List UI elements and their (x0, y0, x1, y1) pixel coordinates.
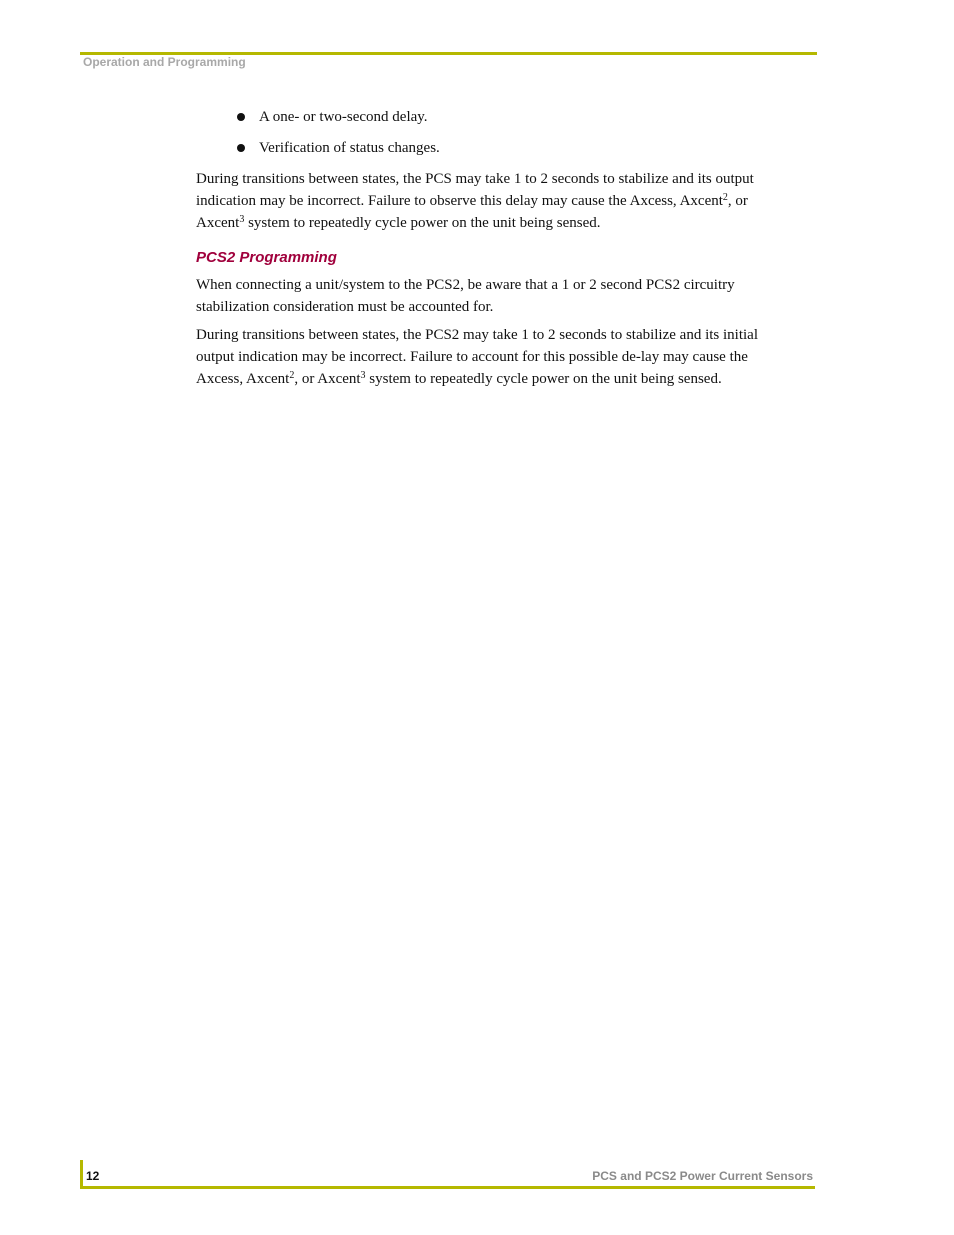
running-header: Operation and Programming (83, 55, 246, 69)
superscript: 3 (239, 214, 245, 225)
superscript: 2 (289, 370, 295, 381)
paragraph-text: , or Axcent (196, 193, 748, 231)
bullet-list (196, 106, 796, 159)
section-heading: PCS2 Programming (196, 249, 337, 266)
paragraph-pcs2-transitions (196, 324, 796, 390)
page-number: 12 (86, 1169, 100, 1183)
bullet-dot-icon (237, 144, 245, 152)
paragraph-text: system to repeatedly cycle power on the unit being sensed. (365, 371, 722, 387)
footer-rule (80, 1186, 815, 1189)
bullet-item (196, 137, 796, 159)
paragraph-text: system to repeatedly cycle power on the unit being sensed. (244, 215, 601, 231)
bullet-item (196, 106, 796, 128)
superscript: 3 (360, 370, 366, 381)
page-content (196, 106, 796, 396)
paragraph-pcs2-connecting: When connecting a unit/system to the PCS2, be aware that a 1 or 2 second PCS2 circuitry stabilization consideration must be accounted for. (196, 277, 735, 315)
bullet-text: Verification of status changes. (259, 140, 440, 156)
paragraph-pcs-transitions (196, 168, 796, 234)
bullet-dot-icon (237, 113, 245, 121)
footer-left-bar (80, 1160, 83, 1189)
superscript: 2 (722, 192, 728, 203)
paragraph-text: , or Axcent (294, 371, 361, 387)
bullet-text: A one- or two-second delay. (259, 109, 428, 125)
paragraph-text: During transitions between states, the PCS2 may take 1 to 2 seconds to stabilize and its initial output indication may be incorrect. Failure to account for this possible de-lay may cause the Axcess, Axcent (196, 327, 758, 387)
paragraph-text: During transitions between states, the PCS may take 1 to 2 seconds to stabilize and its output indication may be incorrect. Failure to observe this delay may cause the Axcess, Axcent (196, 171, 754, 209)
running-footer: PCS and PCS2 Power Current Sensors (592, 1169, 813, 1183)
